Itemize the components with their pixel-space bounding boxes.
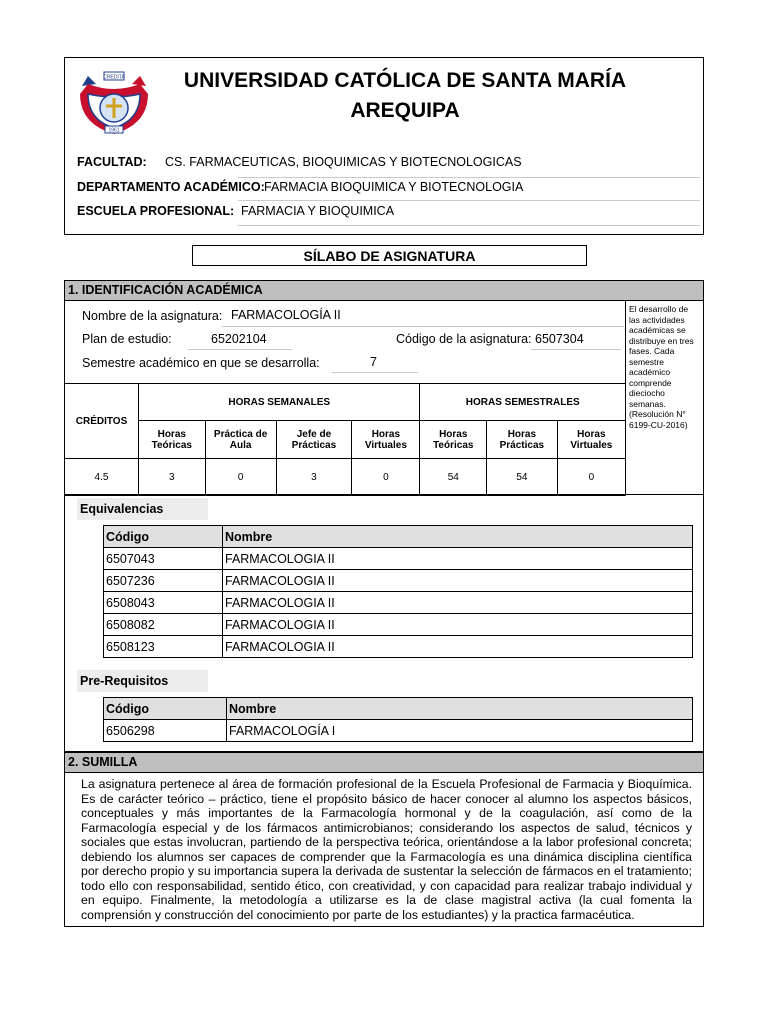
university-city: AREQUIPA	[350, 99, 460, 122]
cell-codigo: 6507236	[104, 570, 223, 592]
sub-header: Horas Virtuales	[557, 421, 625, 459]
table-row	[104, 570, 693, 592]
departamento-label: DEPARTAMENTO ACADÉMICO:	[77, 180, 265, 194]
plan-label: Plan de estudio:	[82, 332, 172, 346]
escuela-value: FARMACIA Y BIOQUIMICA	[241, 204, 395, 218]
doc-title: SÍLABO DE ASIGNATURA	[192, 245, 587, 266]
cell-codigo: 6507043	[104, 548, 223, 570]
horas-semanales-header: HORAS SEMANALES	[139, 384, 420, 421]
sumilla-text: La asignatura pertenece al área de formación profesional de la Escuela Profesional de Farmacia y Bioquímica. Es de carácter teórico – práctico, tiene el propósito básico de hacer conocer al alumno los aspectos básicos, conceptuales y más importantes de la Farmacología hormonal y de la coagulación, así como de la Farmacología especial y de los fármacos antimicrobianos; considerando los aspectos de salud, técnicos y sociales que estas involucran, partiendo de la perspectiva teórica, orientándose a la labor profesional concreta; debiendo los alumnos ser capaces de comprender que la Farmacología es una dinámica disciplina científica por derecho propio y su importancia supera la derivada de sustentar la selección de fármacos en el tratamiento; todo ello con responsabilidad, sentido ético, con creatividad, y con capacidad para realizar trabajo individual y en equipo. Finalmente, la metodología a utilizarse es la de clase magistral activa (la cual fomenta la comprensión y construcción del conocimiento por parte de los estudiantes) y la practica farmacéutica.	[81, 777, 692, 922]
col-codigo: Código	[104, 698, 227, 720]
hours-value: 0	[352, 459, 420, 496]
cell-codigo: 6506298	[104, 720, 227, 742]
university-name: UNIVERSIDAD CATÓLICA DE SANTA MARÍA	[183, 69, 627, 92]
escuela-label: ESCUELA PROFESIONAL:	[77, 204, 235, 218]
table-row	[104, 548, 693, 570]
plan-value: 65202104	[211, 332, 267, 346]
sub-header: Horas Teóricas	[420, 421, 487, 459]
semestre-label: Semestre académico en que se desarrolla:	[82, 356, 320, 370]
crest-icon	[74, 64, 154, 140]
creditos-header: CRÉDITOS	[65, 384, 139, 459]
cell-nombre: FARMACOLOGIA II	[223, 636, 693, 658]
nombre-label: Nombre de la asignatura:	[82, 309, 223, 323]
cell-codigo: 6508043	[104, 592, 223, 614]
col-nombre: Nombre	[227, 698, 693, 720]
nombre-underline	[222, 326, 624, 327]
hours-value: 3	[276, 459, 352, 496]
col-nombre: Nombre	[223, 526, 693, 548]
sub-header: Jefe de Prácticas	[276, 421, 352, 459]
equivalencias-table	[103, 525, 693, 658]
escuela-underline	[238, 225, 700, 226]
hours-value: 54	[420, 459, 487, 496]
hours-value: 54	[487, 459, 558, 496]
logo-text-bottom: 1961	[108, 127, 120, 134]
cell-codigo: 6508123	[104, 636, 223, 658]
prerequisitos-title: Pre-Requisitos	[77, 670, 208, 692]
hours-table	[64, 383, 626, 496]
side-note: El desarrollo de las actividades académicas se distribuye en tres fases. Cada semestre académico comprende dieciocho semanas. (Resolución N° 6199-CU-2016)	[629, 304, 694, 430]
sub-header: Horas Virtuales	[352, 421, 420, 459]
sub-header: Horas Prácticas	[487, 421, 558, 459]
logo-text-top: CREDITA	[103, 74, 125, 81]
cell-nombre: FARMACOLOGÍA I	[227, 720, 693, 742]
hours-value: 3	[139, 459, 206, 496]
sub-header: Horas Teóricas	[139, 421, 206, 459]
horas-semestrales-header: HORAS SEMESTRALES	[420, 384, 626, 421]
cell-codigo: 6508082	[104, 614, 223, 636]
semestre-underline	[332, 372, 418, 373]
table-row	[104, 636, 693, 658]
equivalencias-title: Equivalencias	[77, 498, 208, 520]
col-codigo: Código	[104, 526, 223, 548]
departamento-underline	[238, 200, 700, 201]
cell-nombre: FARMACOLOGIA II	[223, 592, 693, 614]
table-row	[104, 720, 693, 742]
plan-underline	[188, 349, 292, 350]
semestre-value: 7	[370, 355, 377, 369]
codigo-underline	[531, 349, 621, 350]
facultad-value: CS. FARMACEUTICAS, BIOQUIMICAS Y BIOTECNOLOGICAS	[165, 155, 522, 169]
section-sumilla: 2. SUMILLA	[64, 752, 704, 773]
table-row	[104, 614, 693, 636]
university-logo	[74, 64, 154, 140]
hours-value: 0	[205, 459, 276, 496]
hours-value: 0	[557, 459, 625, 496]
codigo-label: Código de la asignatura:	[396, 332, 532, 346]
facultad-underline	[238, 177, 700, 178]
facultad-label: FACULTAD:	[77, 155, 147, 169]
cell-nombre: FARMACOLOGIA II	[223, 570, 693, 592]
table-row	[104, 592, 693, 614]
codigo-value: 6507304	[535, 332, 584, 346]
creditos-value: 4.5	[65, 459, 139, 496]
sub-header: Práctica de Aula	[205, 421, 276, 459]
nombre-value: FARMACOLOGÍA II	[231, 308, 341, 322]
section-identificacion: 1. IDENTIFICACIÓN ACADÉMICA	[64, 280, 704, 301]
prerequisitos-table	[103, 697, 693, 742]
cell-nombre: FARMACOLOGIA II	[223, 548, 693, 570]
departamento-value: FARMACIA BIOQUIMICA Y BIOTECNOLOGIA	[264, 180, 524, 194]
cell-nombre: FARMACOLOGIA II	[223, 614, 693, 636]
